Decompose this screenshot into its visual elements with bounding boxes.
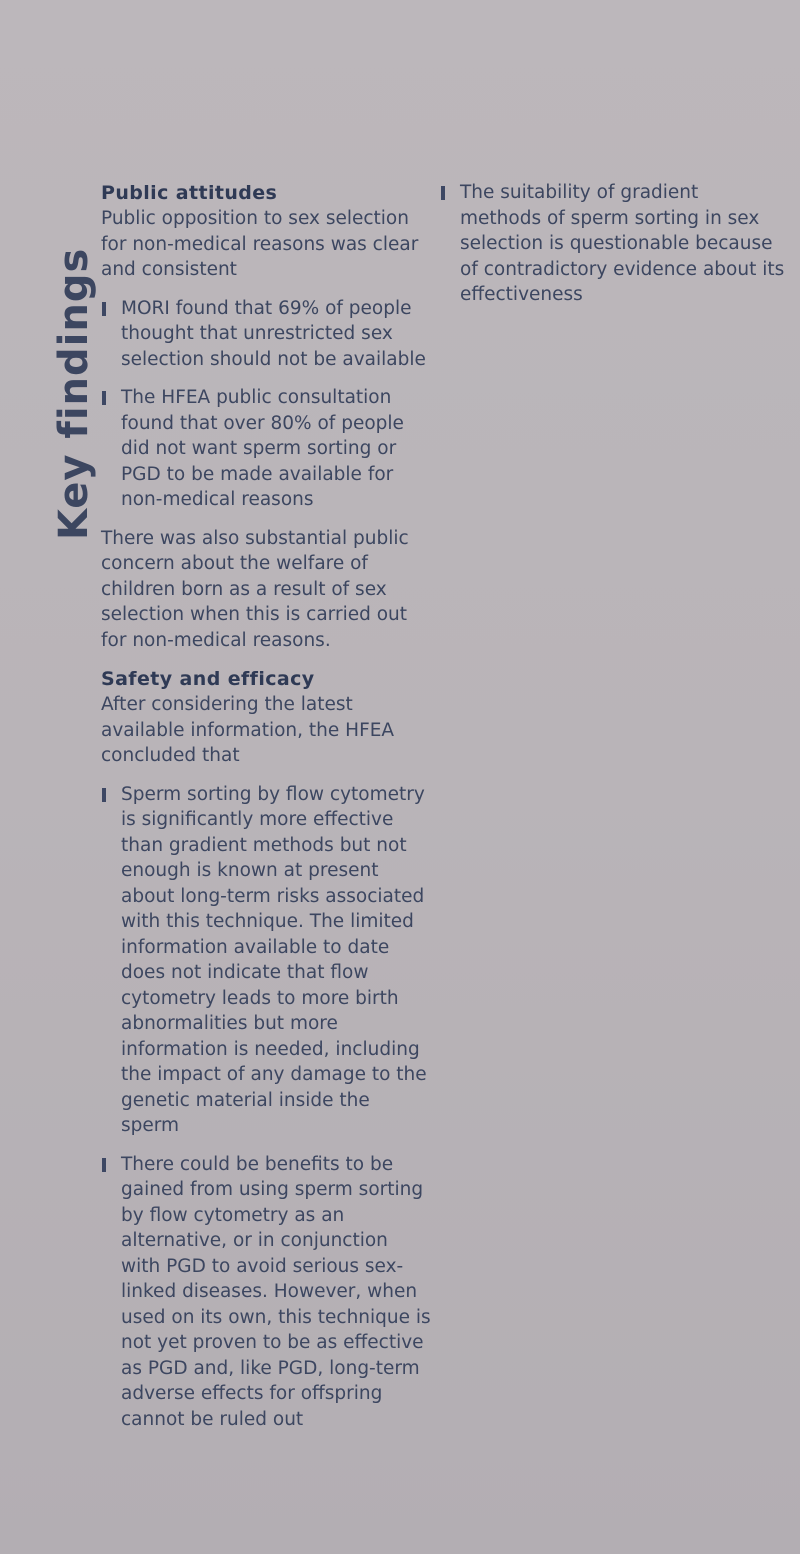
bullet-marker: [441, 186, 445, 200]
bullet-marker: [102, 788, 106, 802]
public-concern-paragraph: There was also substantial public concern about the welfare of children born as a result of sex selection when this is carried out for non-medical reasons.: [101, 527, 409, 651]
bullet-marker: [102, 391, 106, 405]
bullet-item: [101, 1152, 431, 1433]
bullet-text: There could be benefits to be gained from using sperm sorting by flow cytometry as an alternative, or in conjunction with PGD to avoid serious sex-linked diseases. However, when used on its own, this technique is not yet proven to be as effective as PGD and, like PGD, long-term adverse effects for offspring cannot be ruled out: [121, 1153, 431, 1430]
bullet-marker: [102, 1158, 106, 1172]
safety-intro: After considering the latest available information, the HFEA concluded that: [101, 694, 395, 766]
bullet-text: The suitability of gradient methods of sperm sorting in sex selection is questionable because of contradictory evidence about its effectiveness: [460, 182, 785, 305]
right-column: [440, 180, 785, 308]
bullet-item: [101, 296, 431, 373]
bullet-marker: [102, 302, 106, 316]
bullet-text: The HFEA public consultation found that over 80% of people did not want sperm sorting or PGD to be made available for non-medical reasons: [121, 387, 404, 510]
side-title: Key findings: [51, 247, 97, 540]
bullet-text: MORI found that 69% of people thought that unrestricted sex selection should not be available: [121, 297, 426, 370]
bullet-item: [101, 385, 431, 513]
safety-heading: Safety and efficacy: [101, 668, 315, 690]
bullet-item: [101, 782, 431, 1139]
bullet-text: Sperm sorting by flow cytometry is significantly more effective than gradient methods but not enough is known at present about long-term risks associated with this technique. The limited information available to date does not indicate that flow cytometry leads to more birth abnormalities but more information is needed, including the impact of any damage to the genetic material inside the sperm: [121, 783, 427, 1136]
bullet-item: [440, 180, 785, 308]
left-column: [101, 180, 431, 1432]
public-attitudes-heading: Public attitudes: [101, 182, 278, 204]
public-attitudes-intro: Public opposition to sex selection for non-medical reasons was clear and consistent: [101, 208, 419, 280]
